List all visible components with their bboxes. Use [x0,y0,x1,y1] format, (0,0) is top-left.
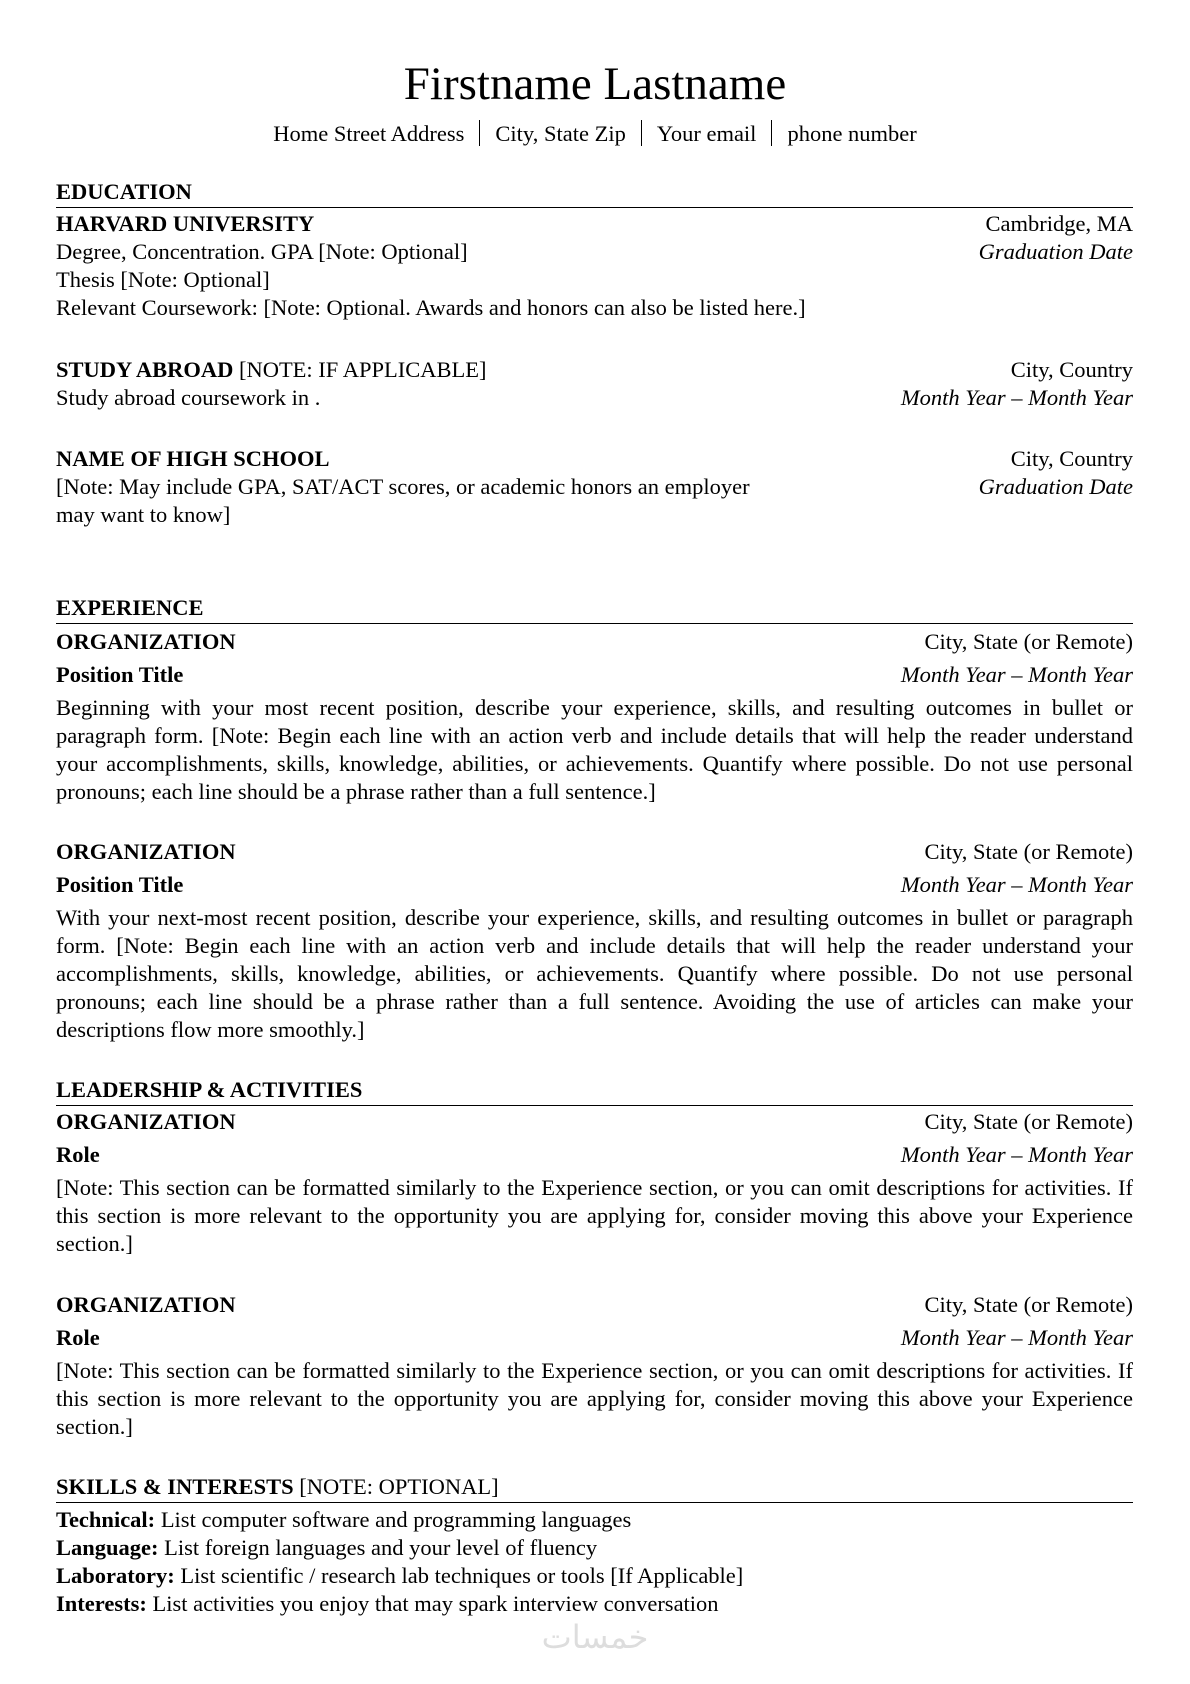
org-name: ORGANIZATION [56,1109,236,1134]
role-date: Month Year – Month Year [900,1325,1133,1350]
abroad-date: Month Year – Month Year [900,385,1133,410]
education-harvard [56,210,1133,322]
thesis: Thesis [Note: Optional] [56,267,270,292]
education-high-school [56,445,1133,529]
org-location: City, State (or Remote) [924,629,1133,654]
position-desc: Beginning with your most recent position, describe your experience, skills, and resulting outcomes in bullet or paragraph form. [Note: Begin each line with an action verb and include details that will help the reader understand your accomplishments, skills, knowledge, abilities, or achievements. Quantify where possible. Do not use personal pronouns; each line should be a phrase rather than a full sentence.] [56,695,1133,804]
divider [641,120,642,146]
leadership-item [56,1291,1133,1441]
org-location: City, State (or Remote) [924,839,1133,864]
role-title: Role [56,1325,100,1350]
skill-value: List activities you enjoy that may spark interview conversation [146,1591,719,1616]
section-education: EDUCATION [56,178,1133,208]
hs-desc-2: may want to know] [56,502,231,527]
org-name: ORGANIZATION [56,839,236,864]
skill-value: List foreign languages and your level of fluency [158,1535,598,1560]
city-state-zip: City, State Zip [495,121,626,146]
position-date: Month Year – Month Year [900,872,1133,897]
abroad-location: City, Country [1010,357,1133,382]
position-desc: With your next-most recent position, describe your experience, skills, and resulting outcomes in bullet or paragraph form. [Note: Begin each line with an action verb and include details that will help the reader understand your accomplishments, skills, knowledge, abilities, or achievements. Quantify where possible. Do not use personal pronouns; each line should be a phrase rather than a full sentence. Avoiding the use of articles can make your descriptions flow more smoothly.] [56,905,1133,1042]
position-title: Position Title [56,662,184,687]
phone: phone number [787,121,917,146]
experience-item [56,838,1133,1044]
degree: Degree, Concentration. GPA [Note: Optional] [56,239,468,264]
role-desc: [Note: This section can be formatted similarly to the Experience section, or you can omit descriptions for activities. If this section is more relevant to the opportunity you are applying for, consider moving this above your Experience section.] [56,1358,1133,1439]
section-experience: EXPERIENCE [56,594,1133,624]
skill-language [56,1534,1133,1562]
position-title: Position Title [56,872,184,897]
role-date: Month Year – Month Year [900,1142,1133,1167]
skills-list [56,1506,1133,1618]
watermark: خمسات [541,1618,649,1656]
contact-line [0,120,1190,148]
skill-label: Laboratory: [56,1563,175,1588]
role-title: Role [56,1142,100,1167]
applicant-name: Firstname Lastname [403,58,787,110]
hs-location: City, Country [1010,446,1133,471]
hs-desc: [Note: May include GPA, SAT/ACT scores, or academic honors an employer [56,474,750,499]
hs-date: Graduation Date [978,474,1133,499]
leadership-item [56,1108,1133,1258]
skill-technical [56,1506,1133,1534]
skills-note: [NOTE: OPTIONAL] [293,1474,499,1499]
org-location: City, State (or Remote) [924,1109,1133,1134]
coursework: Relevant Coursework: [Note: Optional. Awards and honors can also be listed here.] [56,295,806,320]
position-date: Month Year – Month Year [900,662,1133,687]
divider [771,120,772,146]
address: Home Street Address [273,121,465,146]
abroad-note: [NOTE: IF APPLICABLE] [233,357,487,382]
divider [479,120,480,146]
skill-value: List computer software and programming languages [155,1507,632,1532]
school-name: HARVARD UNIVERSITY [56,211,315,236]
skill-label: Language: [56,1535,159,1560]
skill-label: Interests: [56,1591,147,1616]
skill-interests [56,1590,1133,1618]
skill-value: List scientific / research lab techniques or tools [If Applicable] [174,1563,744,1588]
abroad-name: STUDY ABROAD [56,357,234,382]
abroad-desc: Study abroad coursework in . [56,385,321,410]
email: Your email [656,121,757,146]
section-leadership: LEADERSHIP & ACTIVITIES [56,1076,1133,1106]
org-name: ORGANIZATION [56,629,236,654]
skill-laboratory [56,1562,1133,1590]
org-name: ORGANIZATION [56,1292,236,1317]
skill-label: Technical: [56,1507,156,1532]
role-desc: [Note: This section can be formatted similarly to the Experience section, or you can omit descriptions for activities. If this section is more relevant to the opportunity you are applying for, consider moving this above your Experience section.] [56,1175,1133,1256]
graduation-date: Graduation Date [978,239,1133,264]
hs-name: NAME OF HIGH SCHOOL [56,446,330,471]
education-study-abroad [56,356,1133,412]
skills-title: SKILLS & INTERESTS [56,1474,294,1499]
school-location: Cambridge, MA [985,211,1133,236]
section-skills [56,1473,1133,1503]
org-location: City, State (or Remote) [924,1292,1133,1317]
experience-item [56,628,1133,806]
